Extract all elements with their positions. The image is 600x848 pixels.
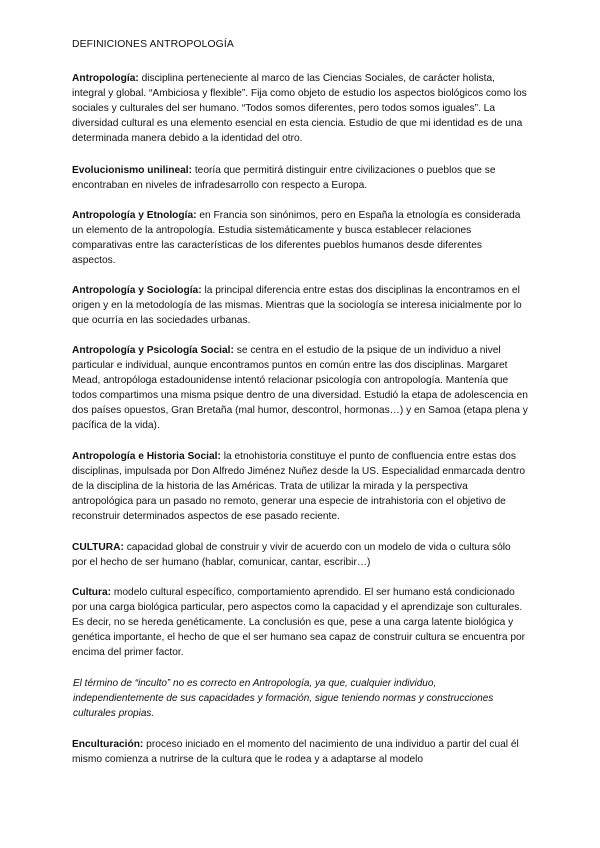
document-title: DEFINICIONES ANTROPOLOGÍA bbox=[72, 39, 234, 50]
paragraph-antropologia-psicologia-social bbox=[72, 344, 528, 433]
term-label: Evolucionismo unilineal: bbox=[72, 165, 193, 176]
note-text: El término de “inculto” no es correcto en Antropología, ya que, cualquier individuo, independientemente de sus capacidades y formación, sigue teniendo normas y construcciones culturales propias. bbox=[73, 678, 494, 719]
paragraph-evolucionismo-unilineal bbox=[72, 164, 528, 194]
definition-text: teoría que permitirá distinguir entre civilizaciones o pueblos que se encontraban en niveles de infradesarrollo con respecto a Europa. bbox=[72, 165, 496, 191]
paragraph-antropologia-sociologia bbox=[72, 284, 528, 329]
term-label: Antropología y Sociología: bbox=[72, 285, 202, 296]
note-inculto bbox=[73, 677, 523, 722]
paragraph-cultura-global bbox=[72, 541, 528, 571]
paragraph-cultura-especifica bbox=[72, 586, 528, 661]
definition-text: la principal diferencia entre estas dos disciplinas la encontramos en el origen y en la metodología de las mismas. Mientras que la sociología se interesa inicialmente por lo que ocurría en las sociedades urbanas. bbox=[72, 285, 522, 326]
definition-text: se centra en el estudio de la psique de un individuo a nivel particular e individual, aunque encontramos puntos en común entre las dos disciplinas. Margaret Mead, antropóloga estadounidense intentó relacionar psicología con antropología. Mantenía que todos compartimos una misma psique dentro de una diversidad. Estudió la etapa de adolescencia en dos países opuestos, Gran Bretaña (mal humor, descontrol, hormonas…) y en Samoa (etapa plena y pacífica de la vida). bbox=[72, 345, 528, 431]
definition-text: la etnohistoria constituye el punto de confluencia entre estas dos disciplinas, impulsada por Don Alfredo Jiménez Nuñez desde la US. Especialidad enmarcada dentro de la disciplina de la historia de las Américas. Trata de utilizar la mirada y la perspectiva antropológica para un pasado no remoto, generar una especie de intrahistoria con el objetivo de reconstruir determinados aspectos de ese pasado reciente. bbox=[72, 451, 526, 522]
term-label: Antropología y Etnología: bbox=[72, 210, 197, 221]
paragraph-antropologia-historia-social bbox=[72, 450, 528, 525]
term-label: Cultura: bbox=[72, 587, 112, 598]
definition-text: capacidad global de construir y vivir de acuerdo con un modelo de vida o cultura sólo por el hecho de ser humano (hablar, comunicar, cantar, escribir…) bbox=[72, 542, 511, 568]
definition-text: en Francia son sinónimos, pero en España la etnología es considerada un elemento de la antropología. Estudia sistemáticamente y busca establecer relaciones comparativas entre las características de los diferentes pueblos humanos desde diferentes aspectos. bbox=[72, 210, 521, 266]
term-label: CULTURA: bbox=[72, 542, 124, 553]
paragraph-antropologia bbox=[72, 72, 528, 147]
term-label: Antropología y Psicología Social: bbox=[72, 345, 234, 356]
paragraph-antropologia-etnologia bbox=[72, 209, 528, 269]
term-label: Antropología: bbox=[72, 73, 139, 84]
paragraph-enculturacion bbox=[72, 738, 528, 768]
term-label: Enculturación: bbox=[72, 739, 144, 750]
definition-text: disciplina perteneciente al marco de las Ciencias Sociales, de carácter holista, integral y global. “Ambiciosa y flexible”. Fija como objeto de estudio los aspectos biológicos como los sociales y culturales del ser humano. “Todos somos diferentes, pero todos somos iguales”. La diversidad cultural es una elemento esencial en esta ciencia. Estudio de que mi identidad es de una determinada manera debido a la identidad del otro. bbox=[72, 73, 527, 144]
term-label: Antropología e Historia Social: bbox=[72, 451, 221, 462]
definition-text: proceso iniciado en el momento del nacimiento de una individuo a partir del cual él mismo comienza a nutrirse de la cultura que le rodea y a adaptarse al modelo bbox=[72, 739, 519, 765]
definition-text: modelo cultural específico, comportamiento aprendido. El ser humano está condicionado por una carga biológica particular, pero aspectos como la capacidad y el aprendizaje son culturales. Es decir, no se hereda genéticamente. La conclusión es que, pese a una carga latente biológica y genética importante, el hecho de que el ser humano sea capaz de construir cultura se encuentra por encima del primer factor. bbox=[72, 587, 526, 658]
